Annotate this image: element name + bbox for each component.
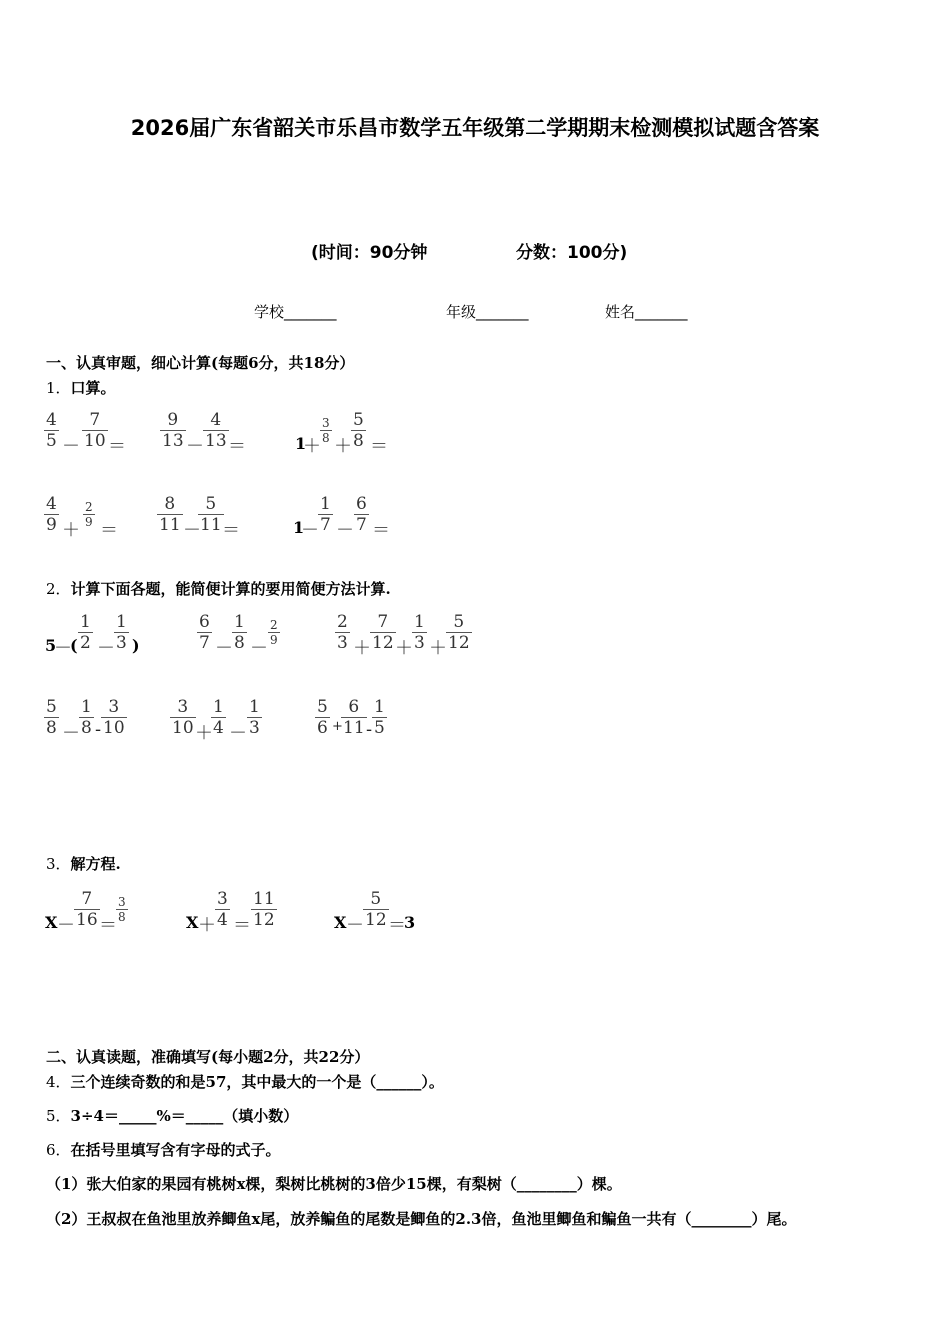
fraction: $\frac{7}{16}$ <box>76 889 98 930</box>
name-field[interactable]: 姓名_______ <box>605 303 688 321</box>
page-title: 2026届广东省韶关市乐昌市数学五年级第二学期期末检测模拟试题含答案 <box>130 116 820 140</box>
integer-one: 1 <box>293 518 305 537</box>
fraction: $\frac{8}{11}$ <box>159 494 181 535</box>
minus-sign: － <box>250 638 268 659</box>
minus-sign: － <box>62 436 80 457</box>
question-6-text: 在括号里填写含有字母的式子。 <box>70 1141 281 1159</box>
section-1-heading: 一、认真审题，细心计算(每题6分，共18分） <box>46 354 355 372</box>
variable-x: X <box>334 913 347 932</box>
question-6 <box>46 1139 281 1160</box>
plus-sign: ＋ <box>429 638 447 659</box>
minus-sign: － <box>229 723 247 744</box>
dash-sign: - <box>366 719 373 740</box>
fraction: $\frac{1}{2}$ <box>80 612 91 653</box>
minus-sign: － <box>62 723 80 744</box>
equals-sign: ＝ <box>388 915 406 936</box>
fraction: $\frac{3}{10}$ <box>172 697 194 738</box>
plus-sign: ＋ <box>334 436 352 457</box>
plus-sign: ＋ <box>353 638 371 659</box>
variable-x: X <box>45 913 58 932</box>
integer-three: 3 <box>404 913 416 932</box>
question-4-text: 三个连续奇数的和是57，其中最大的一个是（______）。 <box>70 1073 444 1091</box>
equals-sign: ＝ <box>228 436 246 457</box>
question-6-number: 6． <box>46 1141 71 1159</box>
fraction: $\frac{5}{12}$ <box>448 612 470 653</box>
question-2-number: 2． <box>46 580 71 598</box>
plus-sign: + <box>332 719 343 734</box>
minus-sign: － <box>54 638 72 659</box>
integer-five: 5 <box>45 636 57 655</box>
fraction: $\frac{3}{8}$ <box>118 895 126 924</box>
question-5-text: 3÷4＝_____%＝_____（填小数） <box>70 1107 299 1125</box>
fraction: $\frac{1}{3}$ <box>249 697 260 738</box>
plus-sign: ＋ <box>195 723 213 744</box>
right-paren: ) <box>132 636 140 655</box>
minus-sign: － <box>336 520 354 541</box>
equals-sign: ＝ <box>100 520 118 541</box>
minus-sign: － <box>301 520 319 541</box>
fraction: $\frac{1}{4}$ <box>213 697 224 738</box>
fraction: $\frac{1}{8}$ <box>234 612 245 653</box>
minus-sign: － <box>346 915 364 936</box>
fraction: $\frac{6}{7}$ <box>356 494 367 535</box>
fraction: $\frac{11}{12}$ <box>253 889 275 930</box>
plus-sign: ＋ <box>395 638 413 659</box>
minus-sign: － <box>97 638 115 659</box>
fraction: $\frac{3}{8}$ <box>322 416 330 445</box>
equals-sign: ＝ <box>222 520 240 541</box>
question-6-part-1: （1）张大伯家的果园有桃树x棵，梨树比桃树的3倍少15棵，有梨树（________）棵。 <box>46 1175 622 1193</box>
question-4-number: 4． <box>46 1073 71 1091</box>
equals-sign: ＝ <box>108 436 126 457</box>
fraction: $\frac{4}{5}$ <box>46 410 57 451</box>
fraction: $\frac{4}{9}$ <box>46 494 57 535</box>
question-1-text: 口算。 <box>70 379 116 397</box>
dash-sign: - <box>95 719 102 740</box>
minus-sign: － <box>186 436 204 457</box>
fraction: $\frac{6}{11}$ <box>343 697 365 738</box>
question-5-number: 5． <box>46 1107 71 1125</box>
equals-sign: ＝ <box>99 915 117 936</box>
question-5 <box>46 1105 298 1126</box>
equals-sign: ＝ <box>372 520 390 541</box>
equals-sign: ＝ <box>370 436 388 457</box>
variable-x: X <box>186 913 199 932</box>
fraction: $\frac{3}{4}$ <box>217 889 228 930</box>
grade-field[interactable]: 年级_______ <box>446 303 529 321</box>
exam-score: 分数：100分) <box>516 243 628 263</box>
fraction: $\frac{2}{9}$ <box>85 500 93 529</box>
question-3-text: 解方程. <box>70 855 121 873</box>
school-field[interactable]: 学校_______ <box>254 303 337 321</box>
fraction: $\frac{5}{8}$ <box>46 697 57 738</box>
fraction: $\frac{1}{3}$ <box>116 612 127 653</box>
left-paren: ( <box>70 636 78 655</box>
fraction: $\frac{5}{6}$ <box>317 697 328 738</box>
integer-one: 1 <box>295 434 307 453</box>
fraction: $\frac{7}{10}$ <box>84 410 106 451</box>
fraction: $\frac{1}{3}$ <box>414 612 425 653</box>
question-2-text: 计算下面各题，能简便计算的要用简便方法计算. <box>70 580 391 598</box>
question-3-number: 3． <box>46 855 71 873</box>
fraction: $\frac{7}{12}$ <box>372 612 394 653</box>
plus-sign: ＋ <box>62 520 80 541</box>
plus-sign: ＋ <box>198 915 216 936</box>
fraction: $\frac{5}{8}$ <box>353 410 364 451</box>
fraction: $\frac{2}{9}$ <box>270 618 278 647</box>
question-4 <box>46 1071 444 1092</box>
question-6-part-2: （2）王叔叔在鱼池里放养鲫鱼x尾，放养鳊鱼的尾数是鲫鱼的2.3倍，鱼池里鲫鱼和鳊鱼一共有（________）尾。 <box>46 1210 797 1228</box>
question-2 <box>46 578 391 599</box>
fraction: $\frac{5}{11}$ <box>200 494 222 535</box>
question-3 <box>46 853 121 874</box>
fraction: $\frac{5}{12}$ <box>365 889 387 930</box>
fraction: $\frac{1}{5}$ <box>374 697 385 738</box>
question-1 <box>46 377 116 398</box>
exam-time: (时间：90分钟 <box>311 243 428 263</box>
section-2-heading: 二、认真读题，准确填写(每小题2分，共22分） <box>46 1048 370 1066</box>
equals-sign: ＝ <box>233 915 251 936</box>
minus-sign: － <box>57 915 75 936</box>
fraction: $\frac{1}{8}$ <box>81 697 92 738</box>
question-1-number: 1． <box>46 379 71 397</box>
fraction: $\frac{3}{10}$ <box>103 697 125 738</box>
fraction: $\frac{6}{7}$ <box>199 612 210 653</box>
plus-sign: ＋ <box>303 436 321 457</box>
minus-sign: － <box>215 638 233 659</box>
minus-sign: － <box>183 520 201 541</box>
fraction: $\frac{2}{3}$ <box>337 612 348 653</box>
fraction: $\frac{4}{13}$ <box>205 410 227 451</box>
fraction: $\frac{9}{13}$ <box>162 410 184 451</box>
fraction: $\frac{1}{7}$ <box>320 494 331 535</box>
